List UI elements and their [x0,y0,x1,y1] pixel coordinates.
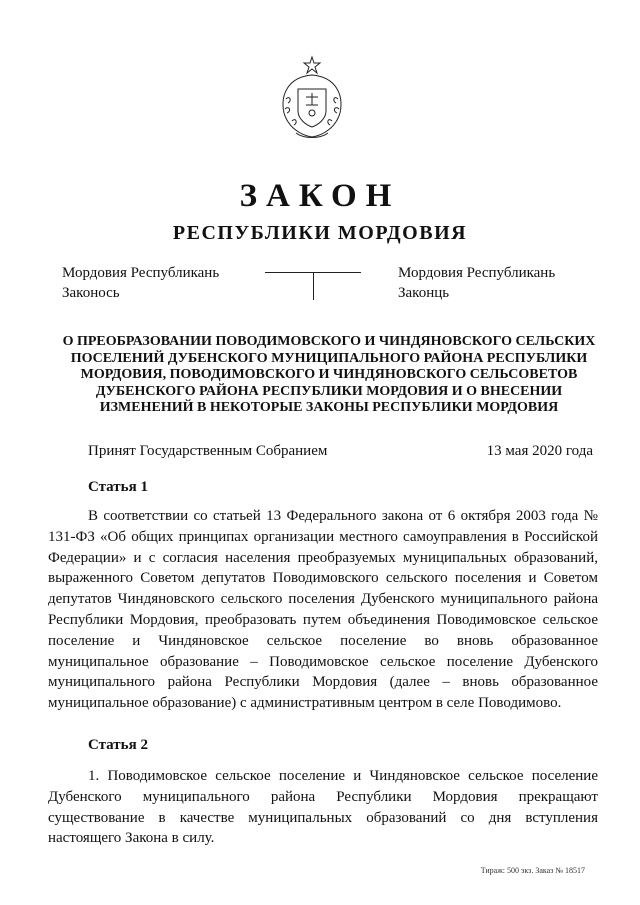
left-header-line1: Мордовия Республикань [62,265,220,281]
right-header-block [398,263,598,303]
law-title: О ПРЕОБРАЗОВАНИИ ПОВОДИМОВСКОГО И ЧИНДЯНОВСКОГО СЕЛЬСКИХ ПОСЕЛЕНИЙ ДУБЕНСКОГО МУНИЦИПАЛЬНОГО РАЙОНА РЕСПУБЛИКИ МОРДОВИЯ, ПОВОДИМОВСКОГО И ЧИНДЯНОВСКОГО СЕЛЬСОВЕТОВ ДУБЕНСКОГО РАЙОНА РЕСПУБЛИКИ МОРДОВИЯ И О ВНЕСЕНИИ ИЗМЕНЕНИЙ В НЕКОТОРЫЕ ЗАКОНЫ РЕСПУБЛИКИ МОРДОВИЯ [62,334,596,415]
article-2-title: Статья 2 [88,737,148,753]
left-header-line2: Законось [62,285,120,301]
article-1-text: В соответствии со статьей 13 Федерального закона от 6 октября 2003 года № 131-ФЗ «Об общих принципах организации местного самоуправления в Российской Федерации» и с согласия населения преобразуемых муниципальных образований, выраженного Советом депутатов Поводимовского сельского поселения и Советом депутатов Чиндяновского сельского поселения Дубенского муниципального района Республики Мордовия, преобразовать путем объединения Поводимовское сельское поселение и Чиндяновское сельское поселение во вновь образованное муниципальное образование – Поводимовское сельское поселение Дубенского муниципального района Республики Мордовия (далее – вновь образованное муниципальное образование) с административным центром в селе Поводимово. [48,508,598,712]
right-header-line1: Мордовия Республикань [398,265,556,281]
print-run-note: Тираж: 500 экз. Заказ № 18517 [480,866,585,875]
article-1-title: Статья 1 [88,479,148,495]
left-header-block [62,263,262,303]
coat-of-arms-emblem-icon [268,55,356,143]
document-subtitle: РЕСПУБЛИКИ МОРДОВИЯ [172,222,468,244]
right-header-line2: Законць [398,285,450,301]
header-divider-vertical [313,272,314,300]
adopted-label: Принят Государственным Собранием [88,443,328,459]
article-2-text: 1. Поводимовское сельское поселение и Чиндяновское сельское поселение Дубенского муниципального района Республики Мордовия прекращают существование в качестве муниципальных образований со дня вступления настоящего Закона в силу. [48,768,598,847]
document-title: ЗАКОН [239,178,401,214]
adopted-date: 13 мая 2020 года [486,443,593,459]
